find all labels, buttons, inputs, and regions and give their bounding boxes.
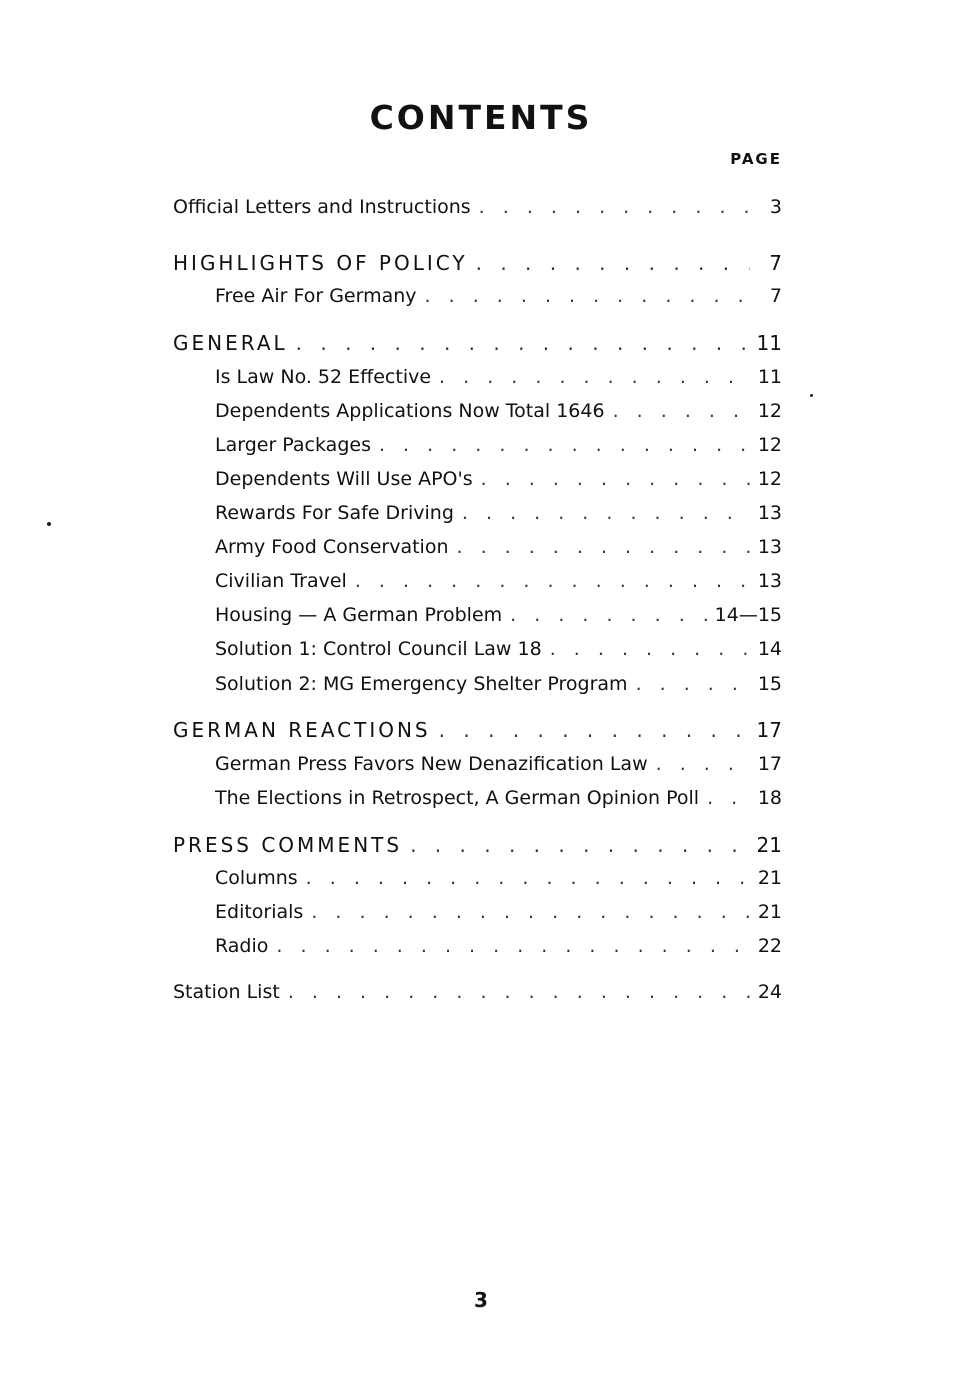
toc-section-german-reactions bbox=[173, 718, 782, 746]
toc-entry-label: Dependents Applications Now Total 1646 bbox=[215, 400, 605, 422]
dot-leader bbox=[550, 638, 750, 660]
toc-entry-page: 21 bbox=[757, 867, 782, 889]
dot-leader bbox=[296, 331, 749, 355]
toc-entry-page: 22 bbox=[757, 935, 782, 957]
toc-entry-page: 18 bbox=[757, 787, 782, 809]
toc-entry-label: Editorials bbox=[215, 901, 304, 923]
toc-entry-page: 15 bbox=[757, 673, 782, 695]
toc-entry-larger-packages bbox=[215, 434, 782, 462]
dot-leader bbox=[311, 901, 749, 923]
toc-entry-label: Official Letters and Instructions bbox=[173, 196, 471, 218]
toc-entry-label: Dependents Will Use APO's bbox=[215, 468, 473, 490]
toc-section-label: PRESS COMMENTS bbox=[173, 833, 403, 857]
toc-entry-page: 21 bbox=[756, 833, 782, 857]
toc-entry-page: 17 bbox=[756, 718, 782, 742]
dot-leader bbox=[636, 673, 750, 695]
toc-entry-food-conservation bbox=[215, 536, 782, 564]
toc-entry-label: Is Law No. 52 Effective bbox=[215, 366, 432, 388]
toc-entry-label: Station List bbox=[173, 981, 280, 1003]
toc-section-label: GERMAN REACTIONS bbox=[173, 718, 431, 742]
toc-entry-page: 3 bbox=[769, 196, 782, 218]
dot-leader bbox=[456, 536, 749, 558]
toc-entry-dependents-applications bbox=[215, 400, 782, 428]
toc-entry-label: Housing — A German Problem bbox=[215, 604, 503, 626]
dot-leader bbox=[510, 604, 706, 626]
toc-entry-page: 14—15 bbox=[714, 604, 782, 626]
toc-entry-label: Civilian Travel bbox=[215, 570, 347, 592]
dot-leader bbox=[481, 468, 750, 490]
toc-entry-safe-driving bbox=[215, 502, 782, 530]
toc-entry-dependents-apo bbox=[215, 468, 782, 496]
toc-entry-label: Free Air For Germany bbox=[215, 285, 417, 307]
toc-entry-page: 7 bbox=[769, 251, 782, 275]
toc-entry-label: Rewards For Safe Driving bbox=[215, 502, 454, 524]
toc-entry-civilian-travel bbox=[215, 570, 782, 598]
dot-leader bbox=[479, 196, 750, 218]
toc-entry-page: 21 bbox=[757, 901, 782, 923]
toc-section-highlights-of-policy bbox=[173, 251, 782, 279]
toc-entry-page: 12 bbox=[757, 468, 782, 490]
toc-entry-label: Larger Packages bbox=[215, 434, 371, 456]
dot-leader bbox=[439, 366, 750, 388]
dot-leader bbox=[306, 867, 750, 889]
toc-entry-page: 7 bbox=[769, 285, 782, 307]
toc-section-general bbox=[173, 331, 782, 359]
toc-entry-official-letters bbox=[173, 196, 782, 224]
dot-leader bbox=[355, 570, 750, 592]
dot-leader bbox=[656, 753, 750, 775]
toc-entry-page: 12 bbox=[757, 400, 782, 422]
toc-entry-editorials bbox=[215, 901, 782, 929]
toc-entry-page: 14 bbox=[757, 638, 782, 660]
toc-entry-columns bbox=[215, 867, 782, 895]
dot-leader bbox=[410, 833, 748, 857]
dot-leader bbox=[613, 400, 750, 422]
dot-leader bbox=[276, 935, 749, 957]
toc-entry-label: Columns bbox=[215, 867, 298, 889]
toc-entry-label: Radio bbox=[215, 935, 269, 957]
toc-entry-page: 17 bbox=[757, 753, 782, 775]
dot-leader bbox=[379, 434, 750, 456]
toc-entry-elections bbox=[215, 787, 782, 815]
toc-section-label: HIGHLIGHTS OF POLICY bbox=[173, 251, 468, 275]
toc-entry-page: 11 bbox=[757, 366, 782, 388]
dot-leader bbox=[476, 251, 750, 275]
toc-section-press-comments bbox=[173, 833, 782, 861]
toc-entry-label: Solution 1: Control Council Law 18 bbox=[215, 638, 542, 660]
toc-entry-station-list bbox=[173, 981, 782, 1009]
toc-entry-label: German Press Favors New Denazification Law bbox=[215, 753, 648, 775]
toc-entry-page: 12 bbox=[757, 434, 782, 456]
toc-entry-denazification bbox=[215, 753, 782, 781]
toc-entry-housing bbox=[215, 604, 782, 632]
dot-leader bbox=[462, 502, 750, 524]
toc-entry-label: The Elections in Retrospect, A German Opinion Poll bbox=[215, 787, 700, 809]
contents-title: CONTENTS bbox=[369, 98, 593, 137]
toc-entry-solution-2 bbox=[215, 673, 782, 701]
scan-speck bbox=[810, 394, 813, 397]
page-column-header: PAGE bbox=[730, 150, 782, 168]
toc-entry-page: 24 bbox=[757, 981, 782, 1003]
page-number: 3 bbox=[474, 1288, 488, 1312]
scan-speck bbox=[47, 522, 51, 526]
toc-entry-page: 13 bbox=[757, 570, 782, 592]
toc-entry-free-air bbox=[215, 285, 782, 313]
toc-entry-label: Army Food Conservation bbox=[215, 536, 449, 558]
toc-entry-page: 11 bbox=[756, 331, 782, 355]
dot-leader bbox=[707, 787, 750, 809]
dot-leader bbox=[425, 285, 750, 307]
toc-entry-solution-1 bbox=[215, 638, 782, 666]
toc-entry-label: Solution 2: MG Emergency Shelter Program bbox=[215, 673, 628, 695]
dot-leader bbox=[439, 718, 749, 742]
toc-entry-law-52 bbox=[215, 366, 782, 394]
toc-section-label: GENERAL bbox=[173, 331, 288, 355]
toc-entry-radio bbox=[215, 935, 782, 963]
dot-leader bbox=[288, 981, 750, 1003]
toc-entry-page: 13 bbox=[757, 502, 782, 524]
toc-entry-page: 13 bbox=[757, 536, 782, 558]
